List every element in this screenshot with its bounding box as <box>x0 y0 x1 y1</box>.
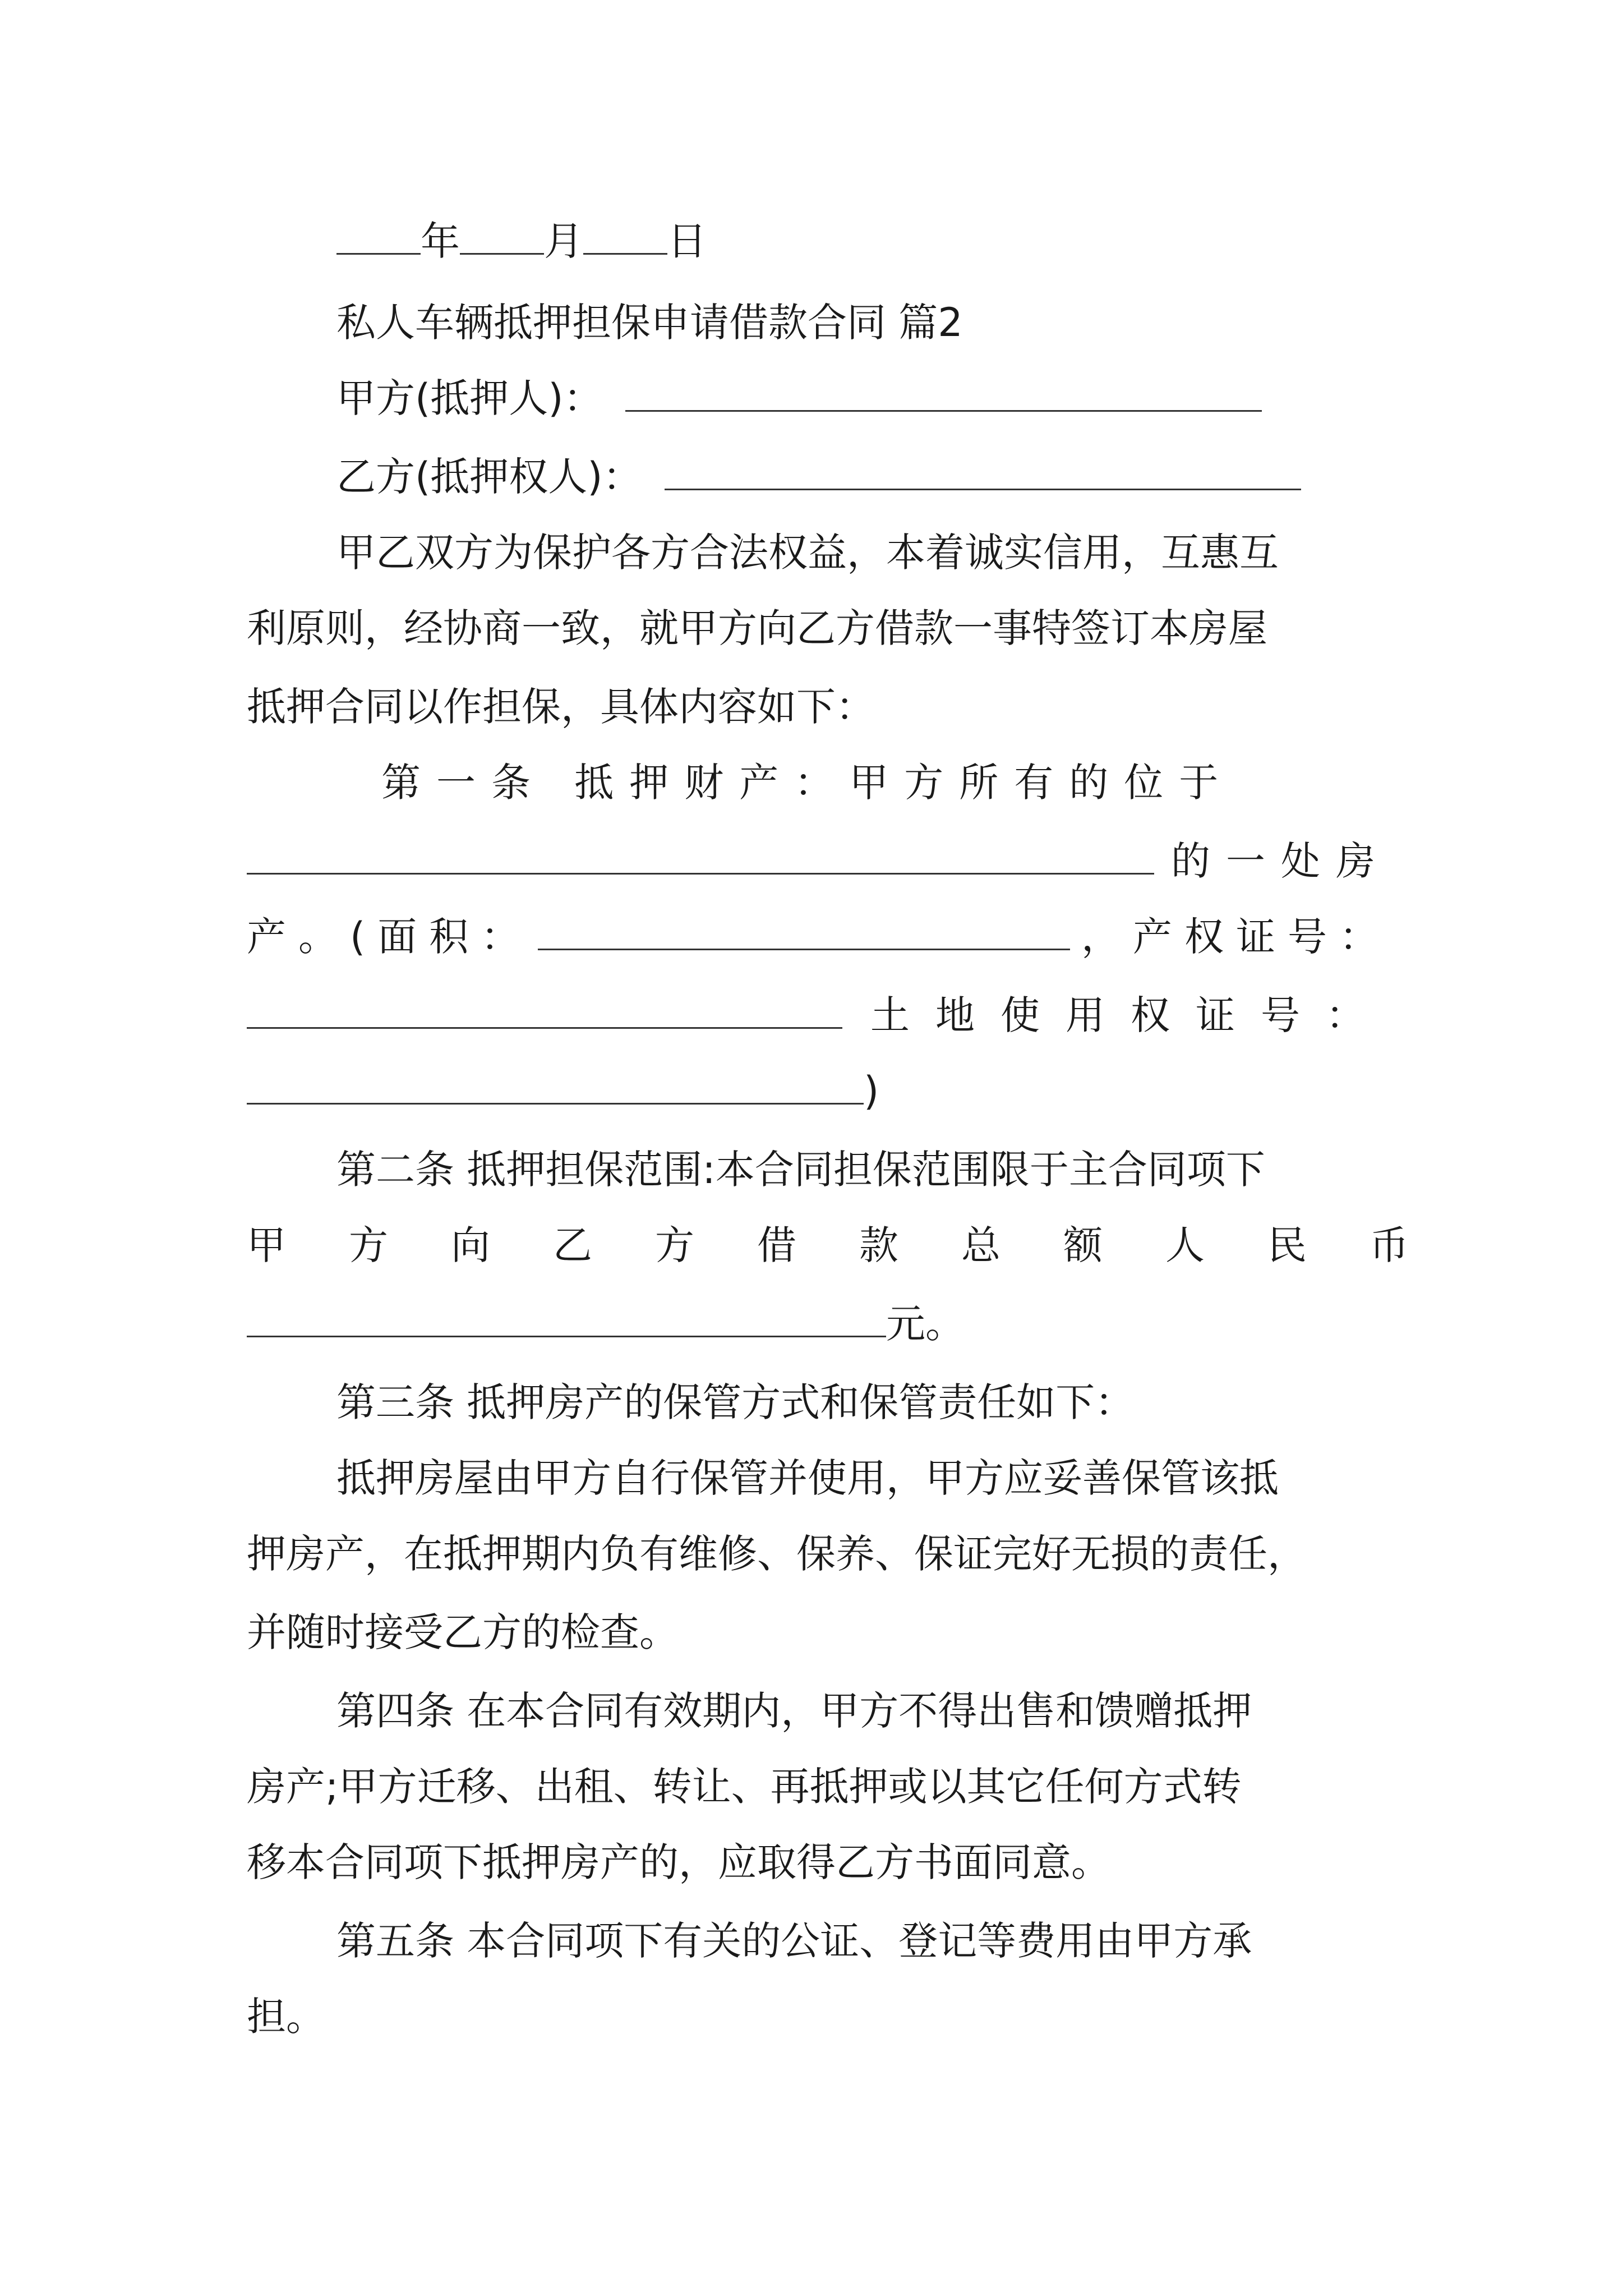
article4-line-1: 第四条 在本合同有效期内，甲方不得出售和馈赠抵押 <box>336 1688 1252 1734</box>
article5-line-2: 担。 <box>247 1994 325 2040</box>
article2-line-3 <box>247 1299 1391 1349</box>
article1-line-5-suffix: ) <box>864 1068 879 1114</box>
area-blank <box>538 914 1070 950</box>
article2-line-1: 第二条 抵押担保范围:本合同担保范围限于主合同项下 <box>336 1147 1265 1193</box>
party-a-line <box>336 373 1391 424</box>
day-blank <box>583 218 667 255</box>
property-location-blank <box>247 838 1154 875</box>
article1-line-3 <box>247 912 1391 962</box>
month-blank <box>460 218 544 255</box>
party-b-line <box>336 452 1391 502</box>
loan-amount-blank <box>247 1301 886 1337</box>
article3-body-2: 押房产，在抵押期内负有维修、保养、保证完好无损的责任， <box>247 1531 1307 1577</box>
land-cert-label: 土地使用权证号： <box>870 992 1391 1038</box>
property-cert-label: ，产权证号： <box>1081 914 1391 960</box>
article3-line-1: 第三条 抵押房产的保管方式和保管责任如下： <box>336 1379 1135 1425</box>
article4-line-3: 移本合同项下抵押房产的，应取得乙方书面同意。 <box>247 1839 1110 1885</box>
article1-line-2-suffix: 的一处房 <box>1171 838 1391 884</box>
article4-line-2: 房产;甲方迁移、出租、转让、再抵押或以其它任何方式转 <box>247 1764 1242 1810</box>
party-b-blank <box>665 454 1301 490</box>
article1-line-4 <box>247 990 1391 1041</box>
article2-line-2: 甲方向乙方借款总额人民币 <box>247 1222 1472 1268</box>
intro-line-1: 甲乙双方为保护各方合法权益，本着诚实信用，互惠互 <box>336 530 1279 576</box>
year-blank <box>336 218 421 255</box>
year-label: 年 <box>421 218 460 264</box>
party-a-label: 甲方(抵押人)： <box>336 375 603 421</box>
article1-line-2 <box>247 836 1391 886</box>
intro-line-3: 抵押合同以作担保，具体内容如下： <box>247 684 875 730</box>
party-a-blank <box>625 375 1262 412</box>
article1-line-1: 第一条 抵押财产：甲方所有的位于 <box>381 760 1234 806</box>
article2-line-3-suffix: 元。 <box>886 1301 965 1347</box>
month-label: 月 <box>544 218 583 264</box>
article3-body-1: 抵押房屋由甲方自行保管并使用，甲方应妥善保管该抵 <box>336 1455 1279 1501</box>
land-cert-blank <box>247 1068 864 1105</box>
article1-line-5 <box>247 1066 1391 1116</box>
article5-line-1: 第五条 本合同项下有关的公证、登记等费用由甲方承 <box>336 1918 1252 1964</box>
property-cert-blank <box>247 992 842 1029</box>
date-line <box>336 216 1391 266</box>
document-title: 私人车辆抵押担保申请借款合同 篇2 <box>336 300 963 346</box>
article3-body-3: 并随时接受乙方的检查。 <box>247 1609 679 1655</box>
area-label: 产。(面积： <box>247 914 533 960</box>
party-b-label: 乙方(抵押权人)： <box>336 454 642 500</box>
intro-line-2: 利原则，经协商一致，就甲方向乙方借款一事特签订本房屋 <box>247 605 1267 651</box>
day-label: 日 <box>667 218 707 264</box>
